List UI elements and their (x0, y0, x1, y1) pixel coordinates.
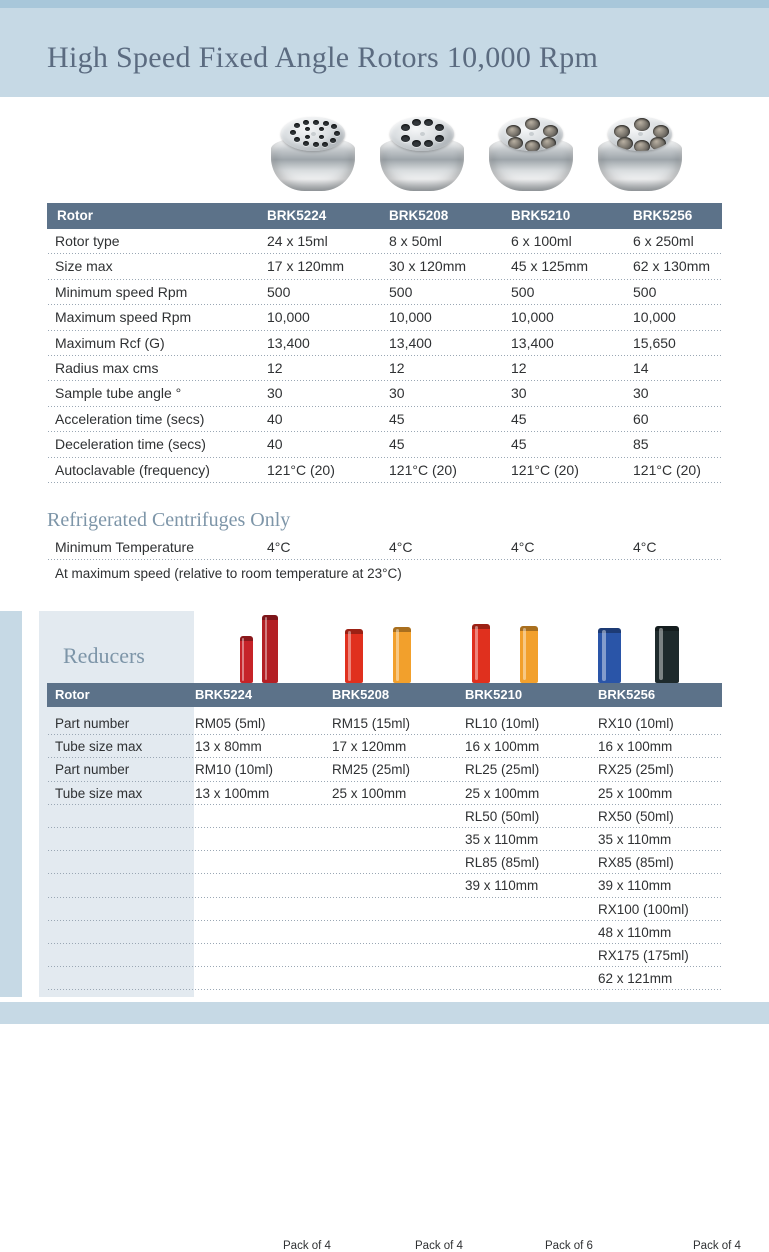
tube-rim (262, 615, 278, 620)
row-value: RX85 (85ml) (598, 855, 674, 871)
table-row (47, 535, 722, 560)
rotor-top-face (608, 117, 672, 151)
table-row (47, 458, 722, 483)
row-label: Sample tube angle ° (55, 385, 182, 402)
tube-rim (345, 629, 363, 634)
table-row (47, 331, 722, 356)
row-value: RX50 (50ml) (598, 808, 674, 824)
row-value: RX100 (100ml) (598, 901, 689, 917)
rotor-hole (313, 120, 319, 125)
row-label: Maximum speed Rpm (55, 309, 192, 326)
row-value: 10,000 (511, 309, 554, 326)
col-header-brk5224: BRK5224 (195, 687, 253, 702)
rotor-top-face (390, 117, 454, 151)
reducers-title: Reducers (63, 643, 145, 668)
rotor-hole (435, 135, 444, 142)
rotor-hole (617, 137, 633, 150)
rotor-hole (508, 137, 523, 149)
row-label: Minimum speed Rpm (55, 283, 188, 300)
row-value: 39 x 110mm (598, 878, 672, 894)
row-value: 60 (633, 410, 649, 427)
table-row (47, 874, 722, 897)
row-value: 35 x 110mm (465, 831, 539, 847)
refrigerated-heading: Refrigerated Centrifuges Only (47, 509, 291, 531)
rotor-hole (653, 125, 669, 138)
row-label: Size max (55, 258, 113, 275)
pack-label: Pack of 4 (693, 1240, 741, 1252)
rotor-photo-row (0, 103, 769, 198)
rotor-hole (331, 124, 337, 129)
rotor-hole (614, 125, 630, 138)
row-value: 25 x 100mm (465, 785, 540, 801)
rotor-hub (638, 132, 643, 136)
pack-label: Pack of 4 (283, 1240, 331, 1252)
row-value: 10,000 (389, 309, 432, 326)
table-row (47, 805, 722, 828)
row-value: 10,000 (267, 309, 310, 326)
table-row (47, 432, 722, 457)
row-label: Rotor type (55, 233, 120, 249)
row-value: 4°C (633, 539, 657, 555)
row-value: RL85 (85ml) (465, 855, 540, 871)
row-value: 35 x 110mm (598, 831, 672, 847)
rotor-hole (303, 120, 309, 125)
table-row (47, 782, 722, 805)
rotor-hole (322, 142, 328, 147)
col-header-brk5224: BRK5224 (267, 208, 327, 223)
row-value: 13 x 100mm (195, 785, 270, 801)
row-value: 30 (389, 385, 405, 402)
row-value: RM10 (10ml) (195, 762, 274, 778)
row-value: 13,400 (389, 334, 432, 351)
rotor-photo-brk5256 (592, 111, 688, 195)
row-value: 4°C (389, 539, 413, 555)
rotor-hole (634, 140, 650, 151)
spec-table (47, 203, 722, 483)
rotor-hole (294, 137, 300, 142)
row-value: 500 (267, 283, 291, 300)
row-value: 14 (633, 359, 649, 376)
row-divider (47, 482, 722, 483)
row-value: RX175 (175ml) (598, 947, 689, 963)
tube-rim (240, 636, 253, 641)
row-value: 48 x 110mm (598, 924, 672, 940)
rotor-hole (543, 125, 558, 137)
row-value: RX25 (25ml) (598, 762, 674, 778)
rotor-hole (525, 118, 540, 130)
row-value: RM25 (25ml) (332, 762, 411, 778)
row-value: 85 (633, 436, 649, 453)
rotor-hole (334, 131, 340, 136)
rotor-photo-brk5210 (483, 111, 579, 195)
row-value: 12 (267, 359, 283, 376)
row-value: 30 x 120mm (389, 258, 467, 275)
row-label: Part number (55, 716, 130, 731)
col-header-brk5256: BRK5256 (598, 687, 656, 702)
col-header-rotor: Rotor (57, 208, 93, 223)
table-row (47, 758, 722, 781)
col-header-brk5210: BRK5210 (511, 208, 571, 223)
row-value: 40 (267, 436, 283, 453)
max-speed-footnote: At maximum speed (relative to room temperature at 23°C) (55, 566, 402, 581)
rotor-hole (290, 130, 296, 135)
table-row (47, 921, 722, 944)
tube-red (472, 624, 490, 683)
rotor-hole (319, 127, 324, 131)
row-value: 13,400 (267, 334, 310, 351)
rotor-hole (412, 140, 421, 147)
table-row (47, 305, 722, 330)
tube-rim (598, 628, 621, 633)
table-row (47, 254, 722, 279)
row-value: 45 x 125mm (511, 258, 589, 275)
row-value: RL25 (25ml) (465, 762, 540, 778)
refrigerated-table (47, 535, 722, 560)
rotor-hub (420, 132, 425, 136)
row-label: Tube size max (55, 785, 143, 801)
rotor-hole (330, 138, 336, 143)
row-value: RL50 (50ml) (465, 808, 540, 824)
rotor-hole (319, 135, 324, 139)
row-value: 13 x 80mm (195, 739, 262, 755)
rotor-hole (525, 140, 540, 151)
tube-red (345, 629, 363, 683)
row-value: 4°C (267, 539, 291, 555)
rotor-hole (435, 124, 444, 131)
rotor-hole (401, 135, 410, 142)
col-header-brk5256: BRK5256 (633, 208, 693, 223)
spec-table-header-row (47, 203, 722, 229)
table-row (47, 229, 722, 254)
tube-rim (472, 624, 490, 629)
row-value: 62 x 121mm (598, 971, 673, 987)
row-value: RX10 (10ml) (598, 716, 674, 731)
table-row (47, 967, 722, 990)
table-row (47, 898, 722, 921)
rotor-hole (650, 137, 666, 150)
row-value: 500 (633, 283, 657, 300)
row-label: Radius max cms (55, 359, 159, 376)
tube-rim (393, 627, 411, 632)
row-value: 121°C (20) (511, 461, 579, 478)
tube-rim (520, 626, 538, 631)
row-label: Tube size max (55, 739, 143, 755)
table-row (47, 828, 722, 851)
row-value: 30 (633, 385, 649, 402)
row-value: 17 x 120mm (267, 258, 345, 275)
tube-rim (655, 626, 679, 631)
table-row (47, 381, 722, 406)
tube-red-small (240, 636, 253, 683)
rotor-hole (303, 141, 309, 146)
rotor-hole (424, 140, 433, 147)
rotor-photo-brk5224 (265, 111, 361, 195)
page-title: High Speed Fixed Angle Rotors 10,000 Rpm (47, 41, 599, 74)
rotor-hub (311, 132, 316, 136)
row-value: 45 (389, 436, 405, 453)
table-row (47, 407, 722, 432)
row-label: Minimum Temperature (55, 539, 195, 555)
row-label: Autoclavable (frequency) (55, 461, 210, 478)
row-value: 30 (511, 385, 527, 402)
rotor-photo-brk5208 (374, 111, 470, 195)
row-label: Part number (55, 762, 130, 778)
table-row (47, 356, 722, 381)
bottom-accent-band (0, 1002, 769, 1024)
col-header-brk5208: BRK5208 (332, 687, 390, 702)
row-value: 13,400 (511, 334, 554, 351)
row-value: 45 (389, 410, 405, 427)
table-row (47, 944, 722, 967)
rotor-hole (323, 121, 329, 126)
rotor-hole (313, 142, 319, 147)
row-value: 15,650 (633, 334, 676, 351)
rotor-hole (305, 127, 310, 131)
table-row (47, 280, 722, 305)
row-value: 500 (511, 283, 535, 300)
reducers-table (47, 712, 722, 990)
row-value: 6 x 100ml (511, 233, 572, 249)
row-value: 121°C (20) (389, 461, 457, 478)
row-value: 121°C (20) (267, 461, 335, 478)
tube-red-large (262, 615, 278, 683)
table-row (47, 735, 722, 758)
tube-orange (393, 627, 411, 683)
rotor-hole (294, 123, 300, 128)
row-value: 121°C (20) (633, 461, 701, 478)
table-row (47, 712, 722, 735)
row-value: 500 (389, 283, 413, 300)
table-row (47, 851, 722, 874)
row-value: 6 x 250ml (633, 233, 694, 249)
col-header-rotor: Rotor (55, 687, 90, 702)
row-value: 62 x 130mm (633, 258, 711, 275)
row-value: RM15 (15ml) (332, 716, 411, 731)
rotor-hole (424, 119, 433, 126)
row-value: 45 (511, 436, 527, 453)
row-label: Maximum Rcf (G) (55, 334, 165, 351)
row-value: 16 x 100mm (465, 739, 540, 755)
row-value: 12 (511, 359, 527, 376)
row-value: 4°C (511, 539, 535, 555)
tube-orange (520, 626, 538, 683)
tube-black (655, 626, 679, 683)
row-label: Deceleration time (secs) (55, 436, 206, 453)
rotor-hub (529, 132, 534, 136)
row-value: RM05 (5ml) (195, 716, 266, 731)
rotor-hole (401, 124, 410, 131)
row-divider (47, 989, 722, 990)
col-header-brk5210: BRK5210 (465, 687, 523, 702)
row-value: 45 (511, 410, 527, 427)
row-value: 12 (389, 359, 405, 376)
row-value: 25 x 100mm (598, 785, 673, 801)
pack-label: Pack of 4 (415, 1240, 463, 1252)
rotor-hole (412, 119, 421, 126)
col-header-brk5208: BRK5208 (389, 208, 449, 223)
row-value: 10,000 (633, 309, 676, 326)
row-value: 24 x 15ml (267, 233, 328, 249)
row-value: 39 x 110mm (465, 878, 539, 894)
row-value: 8 x 50ml (389, 233, 442, 249)
top-accent-rule (0, 0, 769, 8)
row-value: 30 (267, 385, 283, 402)
rotor-hole (506, 125, 521, 137)
rotor-top-face (499, 117, 563, 151)
reducers-table-header-row (47, 683, 722, 707)
pack-label: Pack of 6 (545, 1240, 593, 1252)
rotor-hole (634, 118, 650, 131)
row-label: Acceleration time (secs) (55, 410, 205, 427)
tube-blue (598, 628, 621, 683)
row-divider (47, 559, 722, 560)
rotor-hole (541, 137, 556, 149)
row-value: 40 (267, 410, 283, 427)
rotor-top-face (281, 117, 345, 151)
rotor-hole (305, 135, 310, 139)
row-value: 16 x 100mm (598, 739, 673, 755)
row-value: 25 x 100mm (332, 785, 407, 801)
row-value: 17 x 120mm (332, 739, 407, 755)
row-value: RL10 (10ml) (465, 716, 540, 731)
